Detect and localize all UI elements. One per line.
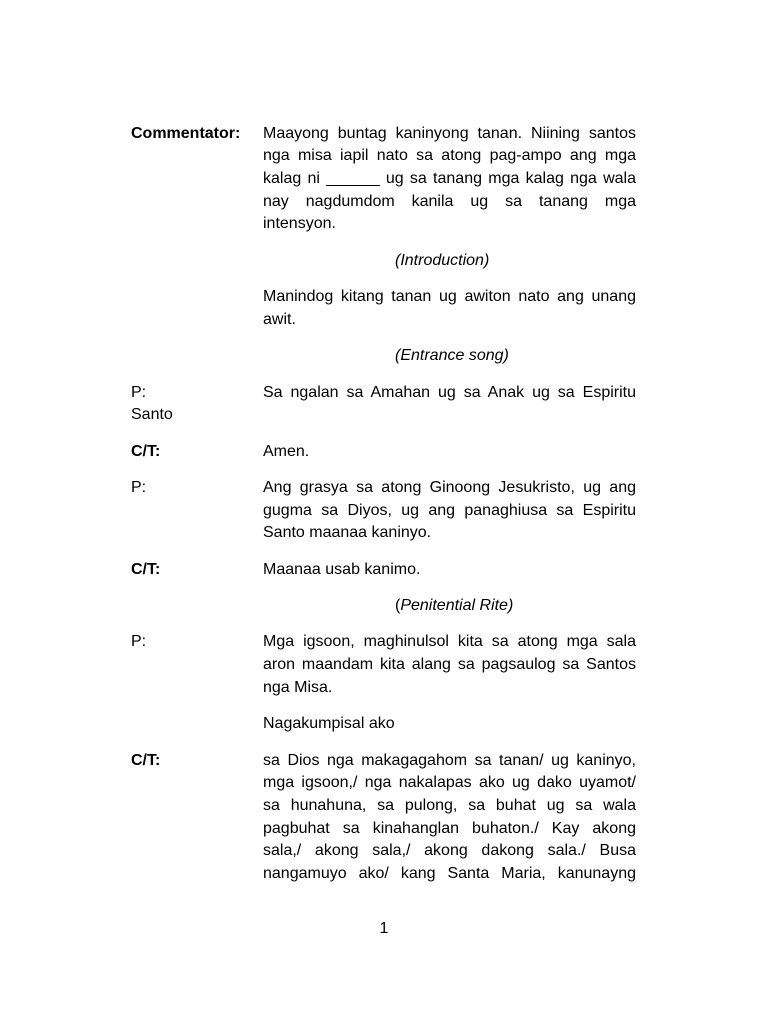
speech-text [263,441,636,464]
commentator-instruction [263,286,636,331]
text-line: Santo maanaa kaninyo. [263,524,432,542]
text-line: sa hunahuna, sa pulong, sa buhat ug sa wala [263,796,636,814]
confiteor-intro [263,713,636,736]
speech-text [263,123,636,236]
page-number: 1 [379,919,389,937]
speaker-label: P: [131,383,147,401]
text-line: Maanaa usab kanimo. [263,560,421,578]
text-line: nga misa iapil nato sa atong pag-ampo ang mga [263,147,636,165]
rubric-text: Penitential Rite) [400,597,514,615]
text-line: intensyon. [263,215,336,233]
speaker-label: P: [131,633,147,651]
text-line: nay nagdumdom kanila ug sa tanang mga [263,192,636,210]
response-confiteor [131,750,636,886]
rubric-penitential-rite [395,595,636,618]
commentator-welcome [131,123,636,236]
text-line: Manindog kitang tanan ug awiton nato ang unang [263,288,636,306]
speaker-label: P: [131,478,147,496]
speaker-label: Commentator: [131,124,241,142]
text-line: Nagakumpisal ako [263,715,395,733]
speaker-label: C/T: [131,560,161,578]
speech-text [263,382,636,405]
rubric-introduction [395,250,636,273]
rubric-text: (Entrance song) [395,347,509,365]
speech-text [263,750,636,886]
priest-sign-of-cross [131,382,636,427]
response-greeting [131,559,636,582]
text-line: Ang grasya sa atong Ginoong Jesukristo, ug ang [263,478,636,496]
text-line: gugma sa Diyos, ug ang panaghiusa sa Espiritu [263,501,636,519]
text-line: aron maandam kita alang sa pagsaulog sa Santos [263,656,636,674]
text-line: Sa ngalan sa Amahan ug sa Anak ug sa Espiritu [263,383,636,401]
speech-text [263,631,636,699]
rubric-text: (Introduction) [395,251,490,269]
text-line: nangamuyo ako/ kang Santa Maria, kanunayng [263,865,636,883]
priest-greeting [131,477,636,545]
text-line: awit. [263,310,296,328]
mass-script [131,123,636,886]
text-line: Mga igsoon, maghinulsol kita sa atong mga sala [263,633,636,651]
speech-text [263,477,636,545]
priest-penitential-invitation [131,631,636,699]
text-line: pagbuhat sa kinahanglan buhaton./ Kay akong [263,819,636,837]
text-line: kalag ni ______ ug sa tanang mga kalag nga wala [263,169,636,187]
speaker-label: C/T: [131,751,161,769]
text-line: mga igsoon,/ nga nakalapas ako ug dako uyamot/ [263,774,636,792]
response-amen [131,441,636,464]
text-line-continuation: Santo [131,406,173,424]
rubric-entrance-song [395,345,636,368]
speech-text [263,559,636,582]
rubric-open-paren: ( [395,597,401,615]
text-line: sa Dios nga makagagahom sa tanan/ ug kaninyo, [263,751,636,769]
text-line: Amen. [263,442,310,460]
speaker-label: C/T: [131,442,161,460]
text-line: nga Misa. [263,678,333,696]
text-line: Maayong buntag kaninyong tanan. Niining santos [263,124,636,142]
text-line: sala,/ akong sala,/ akong dakong sala./ Busa [263,842,636,860]
